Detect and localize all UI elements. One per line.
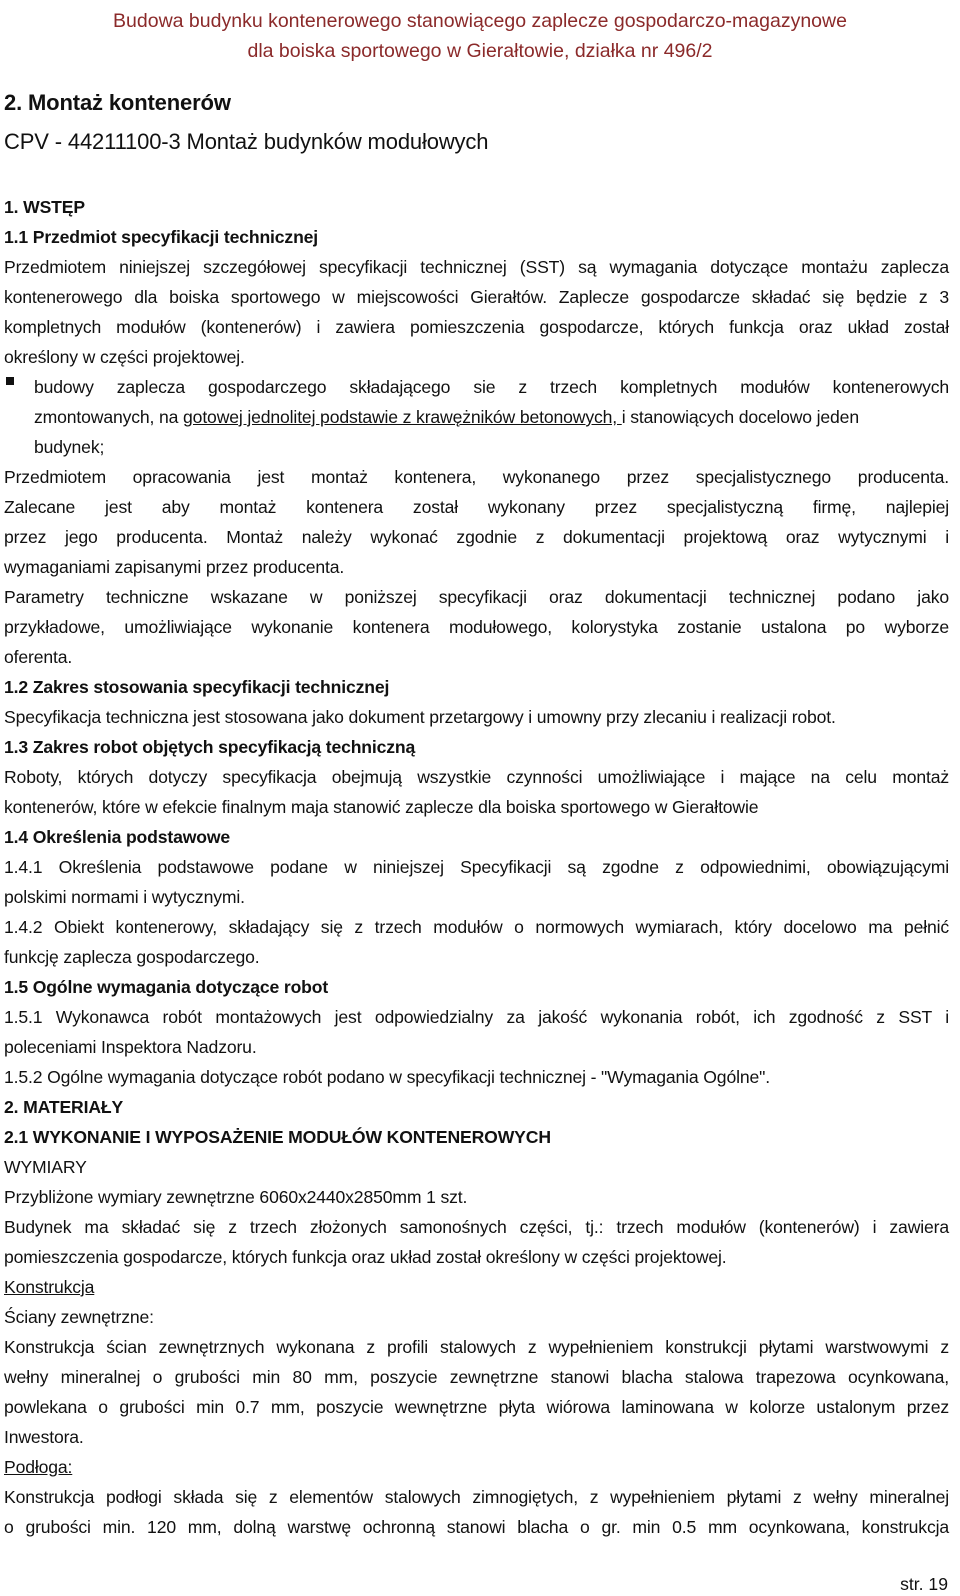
paragraph-line: oferenta. [4, 647, 73, 667]
bullet-item-line: budowy zaplecza gospodarczego składającego sie z trzech kompletnych modułów kontenerowych [34, 377, 949, 397]
paragraph-line: Roboty, których dotyczy specyfikacja obejmują wszystkie czynności umożliwiające i mające na celu montaż [4, 767, 949, 787]
subheading-podloga: Podłoga: [4, 1457, 73, 1477]
paragraph-line: powlekana o grubości min 0.7 mm, poszycie wewnętrzne płyta wiórowa laminowana w kolorze ustalonym przez [4, 1397, 949, 1417]
paragraph-line: poleceniami Inspektora Nadzoru. [4, 1037, 257, 1057]
heading-1-5: 1.5 Ogólne wymagania dotyczące robot [4, 977, 329, 997]
heading-1-wstep: 1. WSTĘP [4, 197, 85, 217]
heading-1-2: 1.2 Zakres stosowania specyfikacji technicznej [4, 677, 390, 697]
paragraph-line: Przedmiotem opracowania jest montaż kontenera, wykonanego przez specjalistycznego producenta. [4, 467, 949, 487]
paragraph-line: Inwestora. [4, 1427, 84, 1447]
paragraph-line: kontenerów, które w efekcie finalnym maja stanowić zaplecze dla boiska sportowego w Gierałtowie [4, 797, 759, 817]
paragraph-line: kompletnych modułów (kontenerów) i zawiera pomieszczenia gospodarcze, których funkcja oraz układ został [4, 317, 949, 337]
subheading-sciany: Ściany zewnętrzne: [4, 1307, 154, 1327]
paragraph-line: Konstrukcja podłogi składa się z elementów stalowych zimnogiętych, z wypełnieniem płytami z wełny mineralnej [4, 1487, 949, 1507]
heading-1-1: 1.1 Przedmiot specyfikacji technicznej [4, 227, 319, 247]
document-header [0, 6, 960, 66]
heading-1-3: 1.3 Zakres robot objętych specyfikacją techniczną [4, 737, 416, 757]
paragraph-line: polskimi normami i wytycznymi. [4, 887, 245, 907]
paragraph-line: pomieszczenia gospodarcze, których funkcja oraz układ został określony w części projektowej. [4, 1247, 727, 1267]
paragraph-line: Konstrukcja ścian zewnętrznych wykonana z profili stalowych z wypełnieniem konstrukcji płytami warstwowymi z [4, 1337, 949, 1357]
paragraph-line: Parametry techniczne wskazane w poniższej specyfikacji oraz dokumentacji technicznej podano jako [4, 587, 949, 607]
header-line-2: dla boiska sportowego w Gierałtowie, działka nr 496/2 [247, 40, 713, 62]
subheading-konstrukcja: Konstrukcja [4, 1277, 95, 1297]
paragraph-line: 1.4.2 Obiekt kontenerowy, składający się z trzech modułów o normowych wymiarach, który docelowo ma pełnić [4, 917, 949, 937]
subheading-wymiary: WYMIARY [4, 1157, 87, 1177]
bullet-text: zmontowanych, na [34, 407, 184, 427]
paragraph-line: Przybliżone wymiary zewnętrzne 6060x2440x2850mm 1 szt. [4, 1187, 468, 1207]
page-number: str. 19 [900, 1574, 948, 1594]
heading-2-1: 2.1 WYKONANIE I WYPOSAŻENIE MODUŁÓW KONTENEROWYCH [4, 1127, 551, 1147]
paragraph-line: Zalecane jest aby montaż kontenera został wykonany przez specjalistyczną firmę, najlepiej [4, 497, 949, 517]
paragraph-line: kontenerowego dla boiska sportowego w miejscowości Gierałtów. Zaplecze gospodarcze składać się będzie z 3 [4, 287, 949, 307]
underlined-text: gotowej jednolitej podstawie z krawężników betonowych, [183, 407, 622, 427]
bullet-item-line: budynek; [34, 437, 105, 457]
bullet-square-icon [6, 377, 14, 385]
paragraph-line: wełny mineralnej o grubości min 80 mm, poszycie zewnętrzne stanowi blacha stalowa trapezowa ocynkowana, [4, 1367, 949, 1387]
paragraph-line: 1.4.1 Określenia podstawowe podane w niniejszej Specyfikacji są zgodne z odpowiednimi, obowiązującymi [4, 857, 949, 877]
paragraph-line: Specyfikacja techniczna jest stosowana jako dokument przetargowy i umowny przy zlecaniu i realizacji robot. [4, 707, 836, 727]
paragraph-line: wymaganiami zapisanymi przez producenta. [4, 557, 345, 577]
bullet-text: i stanowiących docelowo jeden [621, 407, 859, 427]
paragraph-line: Przedmiotem niniejszej szczegółowej specyfikacji technicznej (SST) są wymagania dotyczące montażu zaplecza [4, 257, 949, 277]
paragraph-line: o grubości min. 120 mm, dolną warstwę ochronną stanowi blacha o gr. min 0.5 mm ocynkowana, konstrukcja [4, 1517, 949, 1537]
section-title: 2. Montaż kontenerów [4, 90, 231, 115]
cpv-code: CPV - 44211100-3 Montaż budynków modułowych [4, 129, 489, 154]
paragraph-line: funkcję zaplecza gospodarczego. [4, 947, 260, 967]
paragraph-line: Budynek ma składać się z trzech złożonych samonośnych części, tj.: trzech modułów (kontenerów) i zawiera [4, 1217, 949, 1237]
bullet-item-line [34, 402, 949, 432]
paragraph-line: przykładowe, umożliwiające wykonanie kontenera modułowego, kolorystyka zostanie ustalona po wyborze [4, 617, 949, 637]
header-line-1: Budowa budynku kontenerowego stanowiącego zaplecze gospodarczo-magazynowe [113, 10, 847, 32]
paragraph-line: 1.5.2 Ogólne wymagania dotyczące robót podano w specyfikacji technicznej - "Wymagania Ogólne". [4, 1067, 770, 1087]
heading-1-4: 1.4 Określenia podstawowe [4, 827, 231, 847]
paragraph-line: 1.5.1 Wykonawca robót montażowych jest odpowiedzialny za jakość wykonania robót, ich zgodność z SST i [4, 1007, 949, 1027]
heading-2-materialy: 2. MATERIAŁY [4, 1097, 124, 1117]
paragraph-line: określony w części projektowej. [4, 347, 245, 367]
paragraph-line: przez jego producenta. Montaż należy wykonać zgodnie z dokumentacji projektową oraz wytycznymi i [4, 527, 949, 547]
